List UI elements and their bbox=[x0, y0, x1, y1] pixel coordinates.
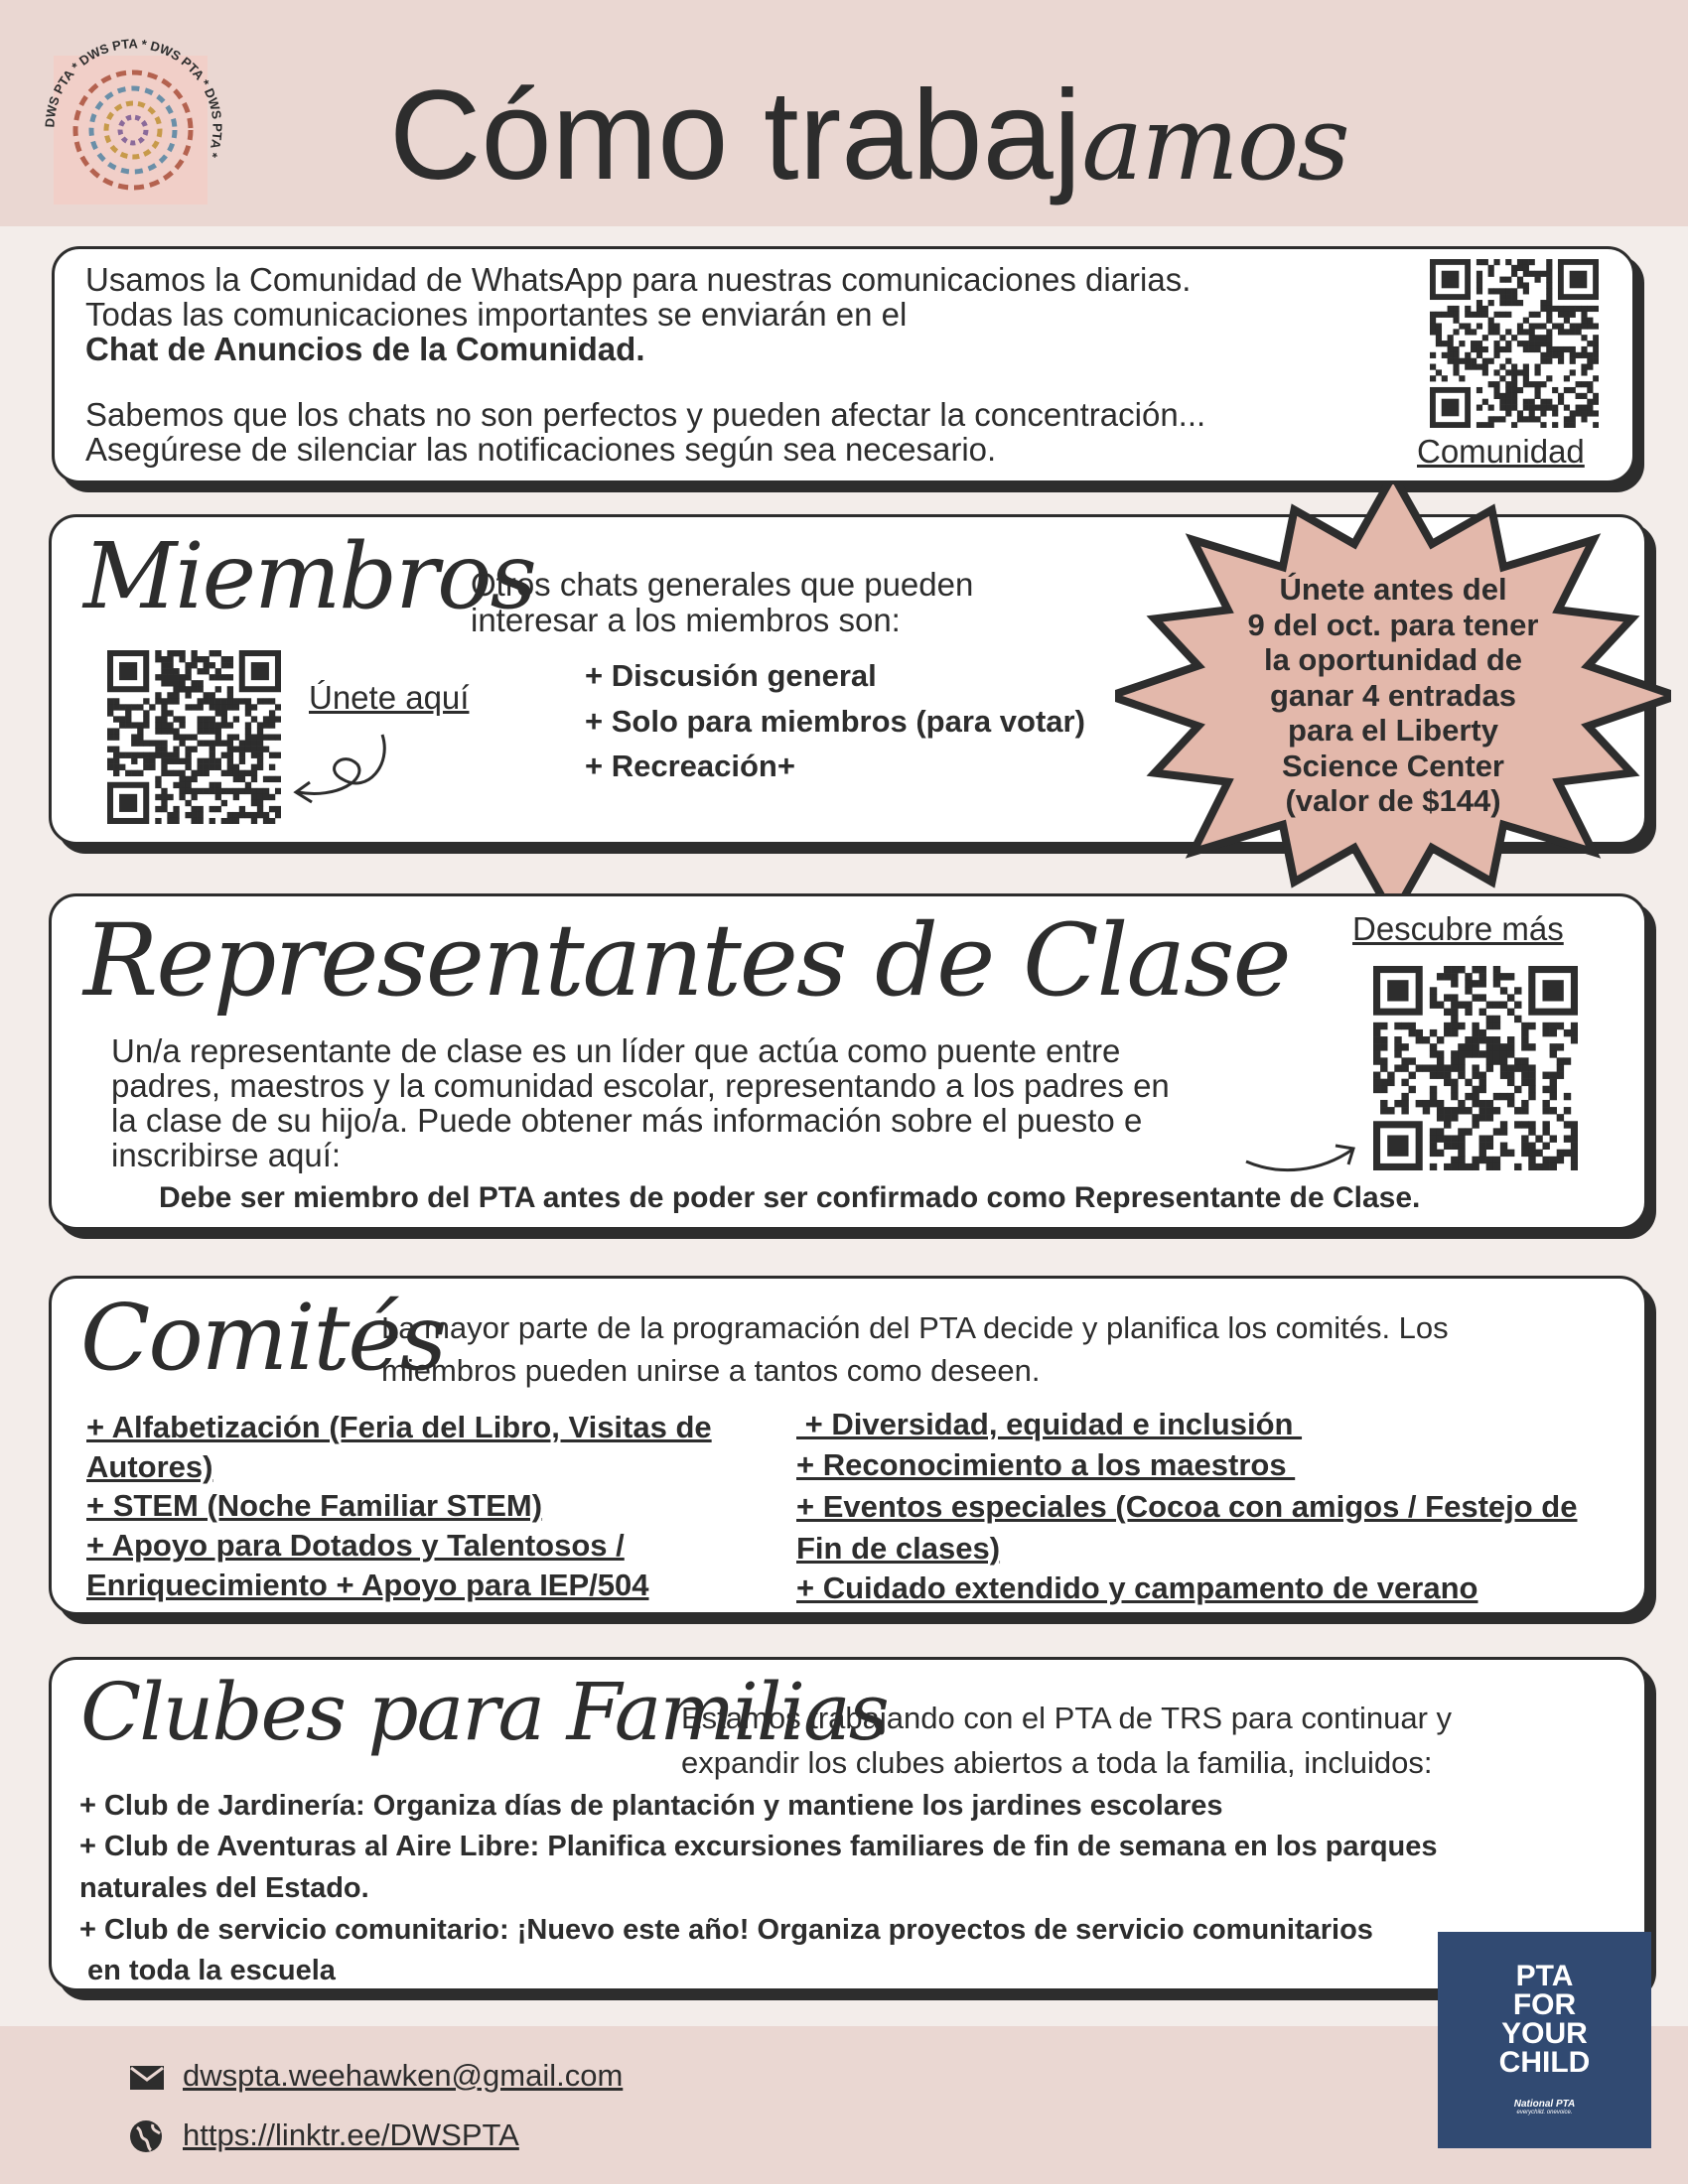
class-reps-note: Debe ser miembro del PTA antes de poder ser confirmado como Representante de Clase. bbox=[159, 1181, 1421, 1214]
website-link[interactable]: https://linktr.ee/DWSPTA bbox=[183, 2117, 519, 2152]
promo-line: (valor de $144) bbox=[1285, 783, 1501, 818]
email-icon bbox=[129, 2065, 165, 2091]
title-script: amos bbox=[1081, 82, 1348, 204]
logo-line: CHILD bbox=[1498, 2046, 1591, 2079]
club-line: + Club de Aventuras al Aire Libre: Planifica excursiones familiares de fin de semana en los parques bbox=[79, 1831, 1438, 1862]
committee-link[interactable]: + Cuidado extendido y campamento de verano bbox=[796, 1570, 1478, 1605]
logo-line: PTA bbox=[1515, 1960, 1574, 1992]
club-line: + Club de Jardinería: Organiza días de plantación y mantiene los jardines escolares bbox=[79, 1790, 1223, 1822]
dws-pta-logo bbox=[42, 36, 225, 219]
title-main: Cómo trabaj bbox=[389, 65, 1082, 206]
clubs-intro2: expandir los clubes abiertos a toda la familia, incluidos: bbox=[681, 1745, 1433, 1780]
class-reps-line: la clase de su hijo/a. Puede obtener más información sobre el puesto e bbox=[111, 1102, 1143, 1139]
promo-line: para el Liberty bbox=[1288, 713, 1498, 748]
page-title bbox=[389, 62, 1348, 217]
members-item[interactable]: + Discusión general bbox=[585, 658, 877, 693]
club-line: naturales del Estado. bbox=[79, 1872, 369, 1904]
clubs-intro1: Estamos trabajando con el PTA de TRS para continuar y bbox=[681, 1701, 1452, 1735]
promo-line: 9 del oct. para tener bbox=[1247, 607, 1539, 642]
logo-tagline: everychild. onevoice. bbox=[1516, 2110, 1573, 2116]
committee-link[interactable]: Enriquecimiento + Apoyo para IEP/504 bbox=[86, 1568, 649, 1602]
committee-link[interactable]: + Eventos especiales (Cocoa con amigos / Festejo de bbox=[796, 1489, 1578, 1524]
committee-link[interactable]: + Reconocimiento a los maestros bbox=[796, 1447, 1296, 1482]
footer-band bbox=[0, 2026, 1688, 2184]
class-reps-line: padres, maestros y la comunidad escolar, representando a los padres en bbox=[111, 1067, 1170, 1104]
members-item[interactable]: + Solo para miembros (para votar) bbox=[585, 704, 1085, 739]
promo-text bbox=[1195, 572, 1592, 819]
committee-link[interactable]: + Apoyo para Dotados y Talentosos / bbox=[86, 1528, 625, 1563]
learn-more-link[interactable]: Descubre más bbox=[1352, 910, 1564, 947]
join-here-link[interactable]: Únete aquí bbox=[309, 679, 470, 716]
committee-link[interactable]: + STEM (Noche Familiar STEM) bbox=[86, 1488, 543, 1523]
arrow-icon bbox=[1241, 1132, 1360, 1181]
logo-line: FOR bbox=[1512, 1988, 1577, 2021]
promo-line: la oportunidad de bbox=[1263, 642, 1523, 677]
email-link[interactable]: dwspta.weehawken@gmail.com bbox=[183, 2058, 624, 2093]
committee-link[interactable]: Fin de clases) bbox=[796, 1531, 1001, 1566]
community-line1: Usamos la Comunidad de WhatsApp para nuestras comunicaciones diarias. bbox=[85, 261, 1192, 298]
community-link[interactable]: Comunidad bbox=[1417, 433, 1585, 470]
committees-heading: Comités bbox=[80, 1285, 446, 1391]
committees-intro1: La mayor parte de la programación del PTA decide y planifica los comités. Los bbox=[381, 1310, 1449, 1345]
members-intro1: Otros chats generales que pueden bbox=[471, 566, 974, 603]
club-line: en toda la escuela bbox=[79, 1955, 336, 1986]
clubs-heading: Clubes para Familias bbox=[80, 1666, 888, 1758]
committee-link[interactable]: + Alfabetización (Feria del Libro, Visitas de bbox=[86, 1410, 712, 1444]
club-line: + Club de servicio comunitario: ¡Nuevo este año! Organiza proyectos de servicio comunitarios bbox=[79, 1914, 1373, 1946]
members-intro2: interesar a los miembros son: bbox=[471, 602, 901, 638]
members-heading: Miembros bbox=[83, 523, 535, 629]
promo-line: Science Center bbox=[1282, 748, 1504, 783]
logo-ring-text: DWS PTA * DWS PTA * DWS PTA * DWS PTA * bbox=[42, 36, 225, 160]
committees-intro2: miembros pueden unirse a tantos como deseen. bbox=[381, 1353, 1041, 1388]
logo-brand: National PTA bbox=[1513, 2099, 1576, 2110]
curly-arrow-icon bbox=[288, 725, 397, 809]
promo-line: ganar 4 entradas bbox=[1269, 677, 1517, 713]
community-line2: Todas las comunicaciones importantes se enviarán en el bbox=[85, 296, 908, 333]
globe-icon bbox=[129, 2119, 163, 2153]
class-reps-heading: Representantes de Clase bbox=[83, 902, 1290, 1019]
members-item[interactable]: + Recreación+ bbox=[585, 749, 795, 783]
members-qr-code[interactable] bbox=[107, 650, 281, 824]
community-line4: Sabemos que los chats no son perfectos y pueden afectar la concentración... bbox=[85, 396, 1206, 433]
logo-line: YOUR bbox=[1501, 2017, 1588, 2050]
class-reps-line: inscribirse aquí: bbox=[111, 1137, 342, 1173]
class-reps-line: Un/a representante de clase es un líder que actúa como puente entre bbox=[111, 1032, 1121, 1069]
class-reps-qr-code[interactable] bbox=[1373, 966, 1578, 1170]
pta-for-your-child-logo bbox=[1438, 1932, 1651, 2148]
committee-link[interactable]: + Diversidad, equidad e inclusión bbox=[796, 1407, 1303, 1441]
community-qr-code[interactable] bbox=[1430, 259, 1599, 428]
community-line5: Asegúrese de silenciar las notificaciones según sea necesario. bbox=[85, 431, 997, 468]
committee-link[interactable]: Autores) bbox=[86, 1449, 213, 1484]
community-line3: Chat de Anuncios de la Comunidad. bbox=[85, 331, 645, 367]
promo-line: Únete antes del bbox=[1279, 572, 1507, 607]
